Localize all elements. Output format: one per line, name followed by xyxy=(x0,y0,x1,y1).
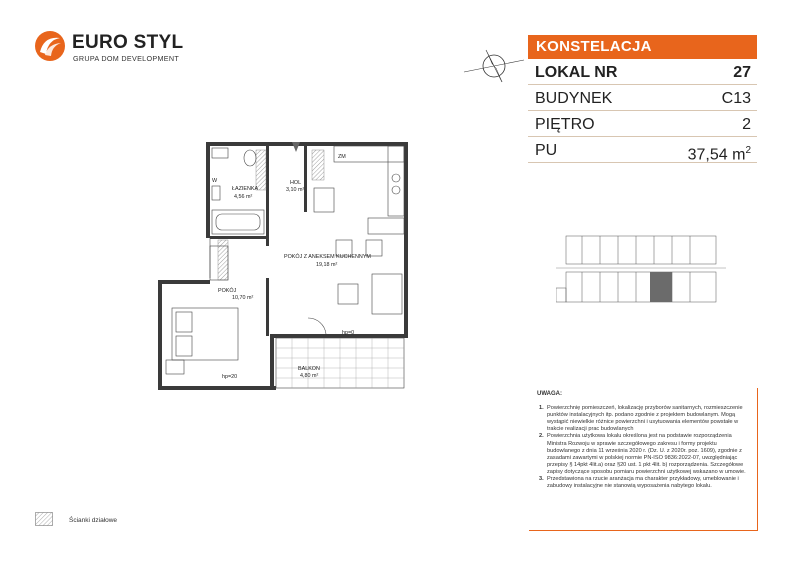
lokal-value: 27 xyxy=(733,64,751,81)
partition-hatch-icon xyxy=(35,512,53,526)
unit-info-panel xyxy=(528,35,757,163)
notes-title: UWAGA: xyxy=(537,391,562,397)
pietro-label: PIĘTRO xyxy=(535,116,595,133)
brand-name: EURO STYL xyxy=(72,32,184,53)
mark-hp0: hp=0 xyxy=(342,330,355,336)
note-text: Przedstawiona na rzucie aranżacja ma charakter przykładowy, umeblowanie i zabudowy instalacyjne nie stanowią wyposażenia nabytego lokalu. xyxy=(547,476,739,490)
note-item xyxy=(539,405,751,433)
compass-icon xyxy=(462,46,526,86)
room-balkon-name: BALKON xyxy=(298,366,320,372)
legend xyxy=(35,512,185,532)
pu-row xyxy=(528,137,757,163)
note-text: Powierzchnię pomieszczeń, lokalizację przyborów sanitarnych, rozmieszczenie punktów instalacyjnych itp. podano zgodnie z projektem budowlanym. Mogą wystąpić niewielkie różnice powierzchni i usytuowania elementów powstałe w trakcie realizacji prac budowlanych xyxy=(547,405,743,433)
legend-label: Ścianki działowe xyxy=(69,517,118,524)
pu-unit-sup: 2 xyxy=(745,145,751,156)
note-item xyxy=(539,476,751,490)
brand-logo xyxy=(34,30,194,64)
pu-label: PU xyxy=(535,142,558,159)
balcony-floor xyxy=(276,338,404,388)
building-key-plan xyxy=(556,228,726,312)
pietro-row xyxy=(528,111,757,137)
budynek-value: C13 xyxy=(721,90,751,107)
notes-box xyxy=(529,388,758,531)
brand-subtitle: GRUPA DOM DEVELOPMENT xyxy=(73,54,180,63)
lokal-label: LOKAL NR xyxy=(535,64,618,81)
note-number: 1. xyxy=(539,405,544,412)
highlighted-unit xyxy=(650,272,672,302)
note-text: Powierzchnia użytkowa lokalu określona jest na podstawie rozporządzenia Ministra Rozwoju w sprawie szczegółowego zakresu i formy projektu budowlanego z dnia 11 września 2020 r. (Dz. U. z 2020r. poz. 1609), zgodnie z zasadami zawartymi w polskiej normie PN-ISO 9836:2022-07, uwzględniając przepisy § 14pkt 4lit.a) oraz §20 ust. 1 pkt 4lit. b) rozporządzenia. Szczegółowe zapisy dotyczące sposobu pomiaru powierzchni użytkowej wskazano w umowie. xyxy=(547,433,746,475)
mark-zm: ZM xyxy=(338,154,346,160)
room-balkon-area: 4,80 m² xyxy=(300,373,319,379)
floor-plan xyxy=(158,138,418,406)
mark-w: W xyxy=(212,178,218,184)
room-lazienka-name: ŁAZIENKA xyxy=(232,186,259,192)
pietro-value: 2 xyxy=(742,116,751,133)
room-hol-name: HOL xyxy=(290,180,302,186)
room-hol-area: 3,10 m² xyxy=(286,187,305,193)
budynek-row xyxy=(528,85,757,111)
room-pokoj-name: POKÓJ xyxy=(218,288,237,294)
kitchen-fixtures xyxy=(314,146,404,234)
room-pokoj-area: 10,70 m² xyxy=(232,295,254,301)
lokal-row xyxy=(528,59,757,85)
note-number: 2. xyxy=(539,433,544,440)
project-name: KONSTELACJA xyxy=(528,35,757,59)
room-lazienka-area: 4,56 m² xyxy=(234,194,253,200)
note-item xyxy=(539,433,751,476)
partition-walls xyxy=(218,150,324,280)
pu-value xyxy=(688,137,751,168)
note-number: 3. xyxy=(539,476,544,483)
budynek-label: BUDYNEK xyxy=(535,90,613,107)
room-aneks-area: 19,18 m² xyxy=(316,262,338,268)
mark-hp20: hp=20 xyxy=(222,374,238,380)
pu-number: 37,54 m xyxy=(687,146,746,164)
room-aneks-name: POKÓJ Z ANEKSEM KUCHENNYM xyxy=(284,254,371,260)
entry-door-icon xyxy=(292,142,300,152)
eurostyl-logo-icon xyxy=(34,30,66,62)
plan-walls xyxy=(158,142,408,390)
